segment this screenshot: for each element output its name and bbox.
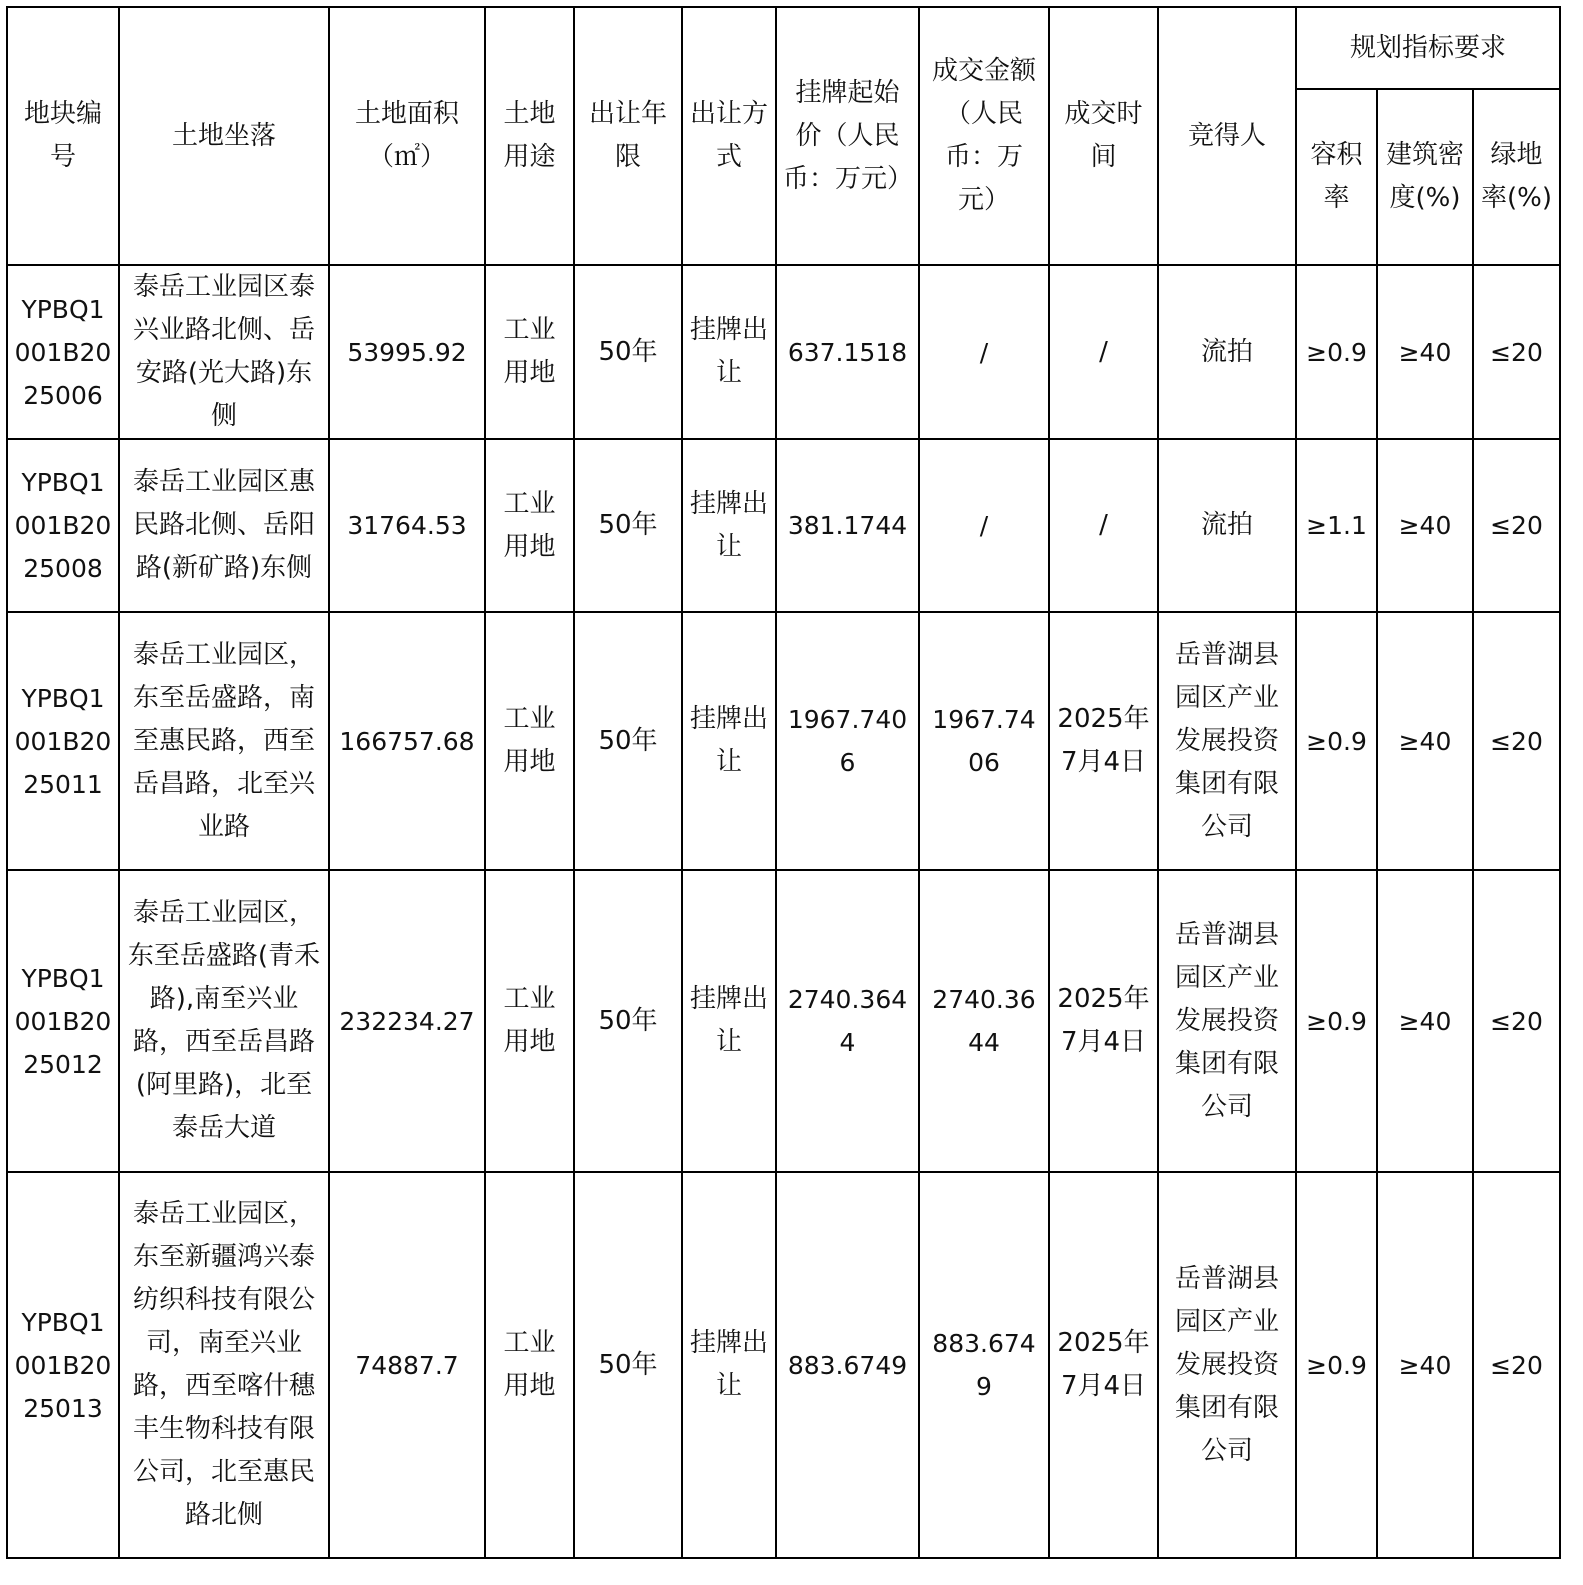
cell-area: 232234.27 bbox=[329, 870, 485, 1172]
header-parcel-no: 地块编号 bbox=[7, 7, 119, 265]
table-row bbox=[7, 1172, 1560, 1558]
cell-area: 74887.7 bbox=[329, 1172, 485, 1558]
cell-parcel-no: YPBQ1001B2025012 bbox=[7, 870, 119, 1172]
table-row bbox=[7, 870, 1560, 1172]
cell-area: 166757.68 bbox=[329, 612, 485, 870]
cell-deal-amount: / bbox=[919, 439, 1049, 612]
cell-density: ≥40 bbox=[1377, 612, 1473, 870]
header-planning: 规划指标要求 bbox=[1296, 7, 1560, 89]
cell-use: 工业用地 bbox=[485, 1172, 574, 1558]
cell-deal-amount: 883.6749 bbox=[919, 1172, 1049, 1558]
header-term: 出让年限 bbox=[574, 7, 682, 265]
cell-far: ≥0.9 bbox=[1296, 870, 1377, 1172]
header-row-top bbox=[7, 7, 1560, 89]
cell-start-price: 1967.7406 bbox=[776, 612, 919, 870]
header-density: 建筑密度(%) bbox=[1377, 89, 1473, 265]
cell-winner: 岳普湖县园区产业发展投资集团有限公司 bbox=[1158, 612, 1296, 870]
cell-term: 50年 bbox=[574, 612, 682, 870]
cell-start-price: 637.1518 bbox=[776, 265, 919, 439]
cell-deal-time: / bbox=[1049, 439, 1158, 612]
cell-parcel-no: YPBQ1001B2025006 bbox=[7, 265, 119, 439]
cell-green: ≤20 bbox=[1473, 439, 1560, 612]
cell-use: 工业用地 bbox=[485, 439, 574, 612]
cell-green: ≤20 bbox=[1473, 612, 1560, 870]
cell-deal-amount: 2740.3644 bbox=[919, 870, 1049, 1172]
cell-winner: 流拍 bbox=[1158, 439, 1296, 612]
cell-location: 泰岳工业园区惠民路北侧、岳阳路(新矿路)东侧 bbox=[119, 439, 329, 612]
header-deal-amount: 成交金额（人民币：万元） bbox=[919, 7, 1049, 265]
header-area: 土地面积（㎡） bbox=[329, 7, 485, 265]
cell-winner: 岳普湖县园区产业发展投资集团有限公司 bbox=[1158, 870, 1296, 1172]
cell-method: 挂牌出让 bbox=[682, 612, 776, 870]
cell-method: 挂牌出让 bbox=[682, 870, 776, 1172]
cell-deal-time: 2025年7月4日 bbox=[1049, 612, 1158, 870]
table-row bbox=[7, 612, 1560, 870]
land-transfer-table bbox=[6, 6, 1561, 1559]
cell-use: 工业用地 bbox=[485, 870, 574, 1172]
cell-use: 工业用地 bbox=[485, 265, 574, 439]
cell-method: 挂牌出让 bbox=[682, 1172, 776, 1558]
cell-far: ≥1.1 bbox=[1296, 439, 1377, 612]
cell-area: 31764.53 bbox=[329, 439, 485, 612]
cell-start-price: 381.1744 bbox=[776, 439, 919, 612]
cell-green: ≤20 bbox=[1473, 1172, 1560, 1558]
header-use: 土地用途 bbox=[485, 7, 574, 265]
cell-start-price: 2740.3644 bbox=[776, 870, 919, 1172]
table-row bbox=[7, 265, 1560, 439]
cell-location: 泰岳工业园区，东至岳盛路，南至惠民路，西至岳昌路，北至兴业路 bbox=[119, 612, 329, 870]
header-location: 土地坐落 bbox=[119, 7, 329, 265]
cell-location: 泰岳工业园区，东至岳盛路(青禾路),南至兴业路，西至岳昌路(阿里路)，北至泰岳大道 bbox=[119, 870, 329, 1172]
cell-term: 50年 bbox=[574, 439, 682, 612]
cell-location: 泰岳工业园区泰兴业路北侧、岳安路(光大路)东侧 bbox=[119, 265, 329, 439]
cell-deal-time: / bbox=[1049, 265, 1158, 439]
cell-area: 53995.92 bbox=[329, 265, 485, 439]
cell-method: 挂牌出让 bbox=[682, 439, 776, 612]
cell-term: 50年 bbox=[574, 870, 682, 1172]
cell-deal-time: 2025年7月4日 bbox=[1049, 870, 1158, 1172]
cell-far: ≥0.9 bbox=[1296, 265, 1377, 439]
cell-term: 50年 bbox=[574, 265, 682, 439]
cell-deal-amount: / bbox=[919, 265, 1049, 439]
cell-winner: 岳普湖县园区产业发展投资集团有限公司 bbox=[1158, 1172, 1296, 1558]
cell-green: ≤20 bbox=[1473, 870, 1560, 1172]
header-far: 容积率 bbox=[1296, 89, 1377, 265]
cell-method: 挂牌出让 bbox=[682, 265, 776, 439]
header-method: 出让方式 bbox=[682, 7, 776, 265]
header-winner: 竞得人 bbox=[1158, 7, 1296, 265]
cell-green: ≤20 bbox=[1473, 265, 1560, 439]
cell-deal-amount: 1967.7406 bbox=[919, 612, 1049, 870]
table-row bbox=[7, 439, 1560, 612]
cell-location: 泰岳工业园区，东至新疆鸿兴泰纺织科技有限公司，南至兴业路，西至喀什穗丰生物科技有限公司，北至惠民路北侧 bbox=[119, 1172, 329, 1558]
cell-parcel-no: YPBQ1001B2025013 bbox=[7, 1172, 119, 1558]
cell-winner: 流拍 bbox=[1158, 265, 1296, 439]
cell-density: ≥40 bbox=[1377, 1172, 1473, 1558]
header-start-price: 挂牌起始价（人民币：万元） bbox=[776, 7, 919, 265]
cell-use: 工业用地 bbox=[485, 612, 574, 870]
cell-density: ≥40 bbox=[1377, 439, 1473, 612]
cell-density: ≥40 bbox=[1377, 870, 1473, 1172]
cell-far: ≥0.9 bbox=[1296, 1172, 1377, 1558]
header-deal-time: 成交时间 bbox=[1049, 7, 1158, 265]
cell-deal-time: 2025年7月4日 bbox=[1049, 1172, 1158, 1558]
cell-density: ≥40 bbox=[1377, 265, 1473, 439]
cell-term: 50年 bbox=[574, 1172, 682, 1558]
header-green: 绿地率(%) bbox=[1473, 89, 1560, 265]
cell-parcel-no: YPBQ1001B2025011 bbox=[7, 612, 119, 870]
cell-far: ≥0.9 bbox=[1296, 612, 1377, 870]
cell-start-price: 883.6749 bbox=[776, 1172, 919, 1558]
cell-parcel-no: YPBQ1001B2025008 bbox=[7, 439, 119, 612]
